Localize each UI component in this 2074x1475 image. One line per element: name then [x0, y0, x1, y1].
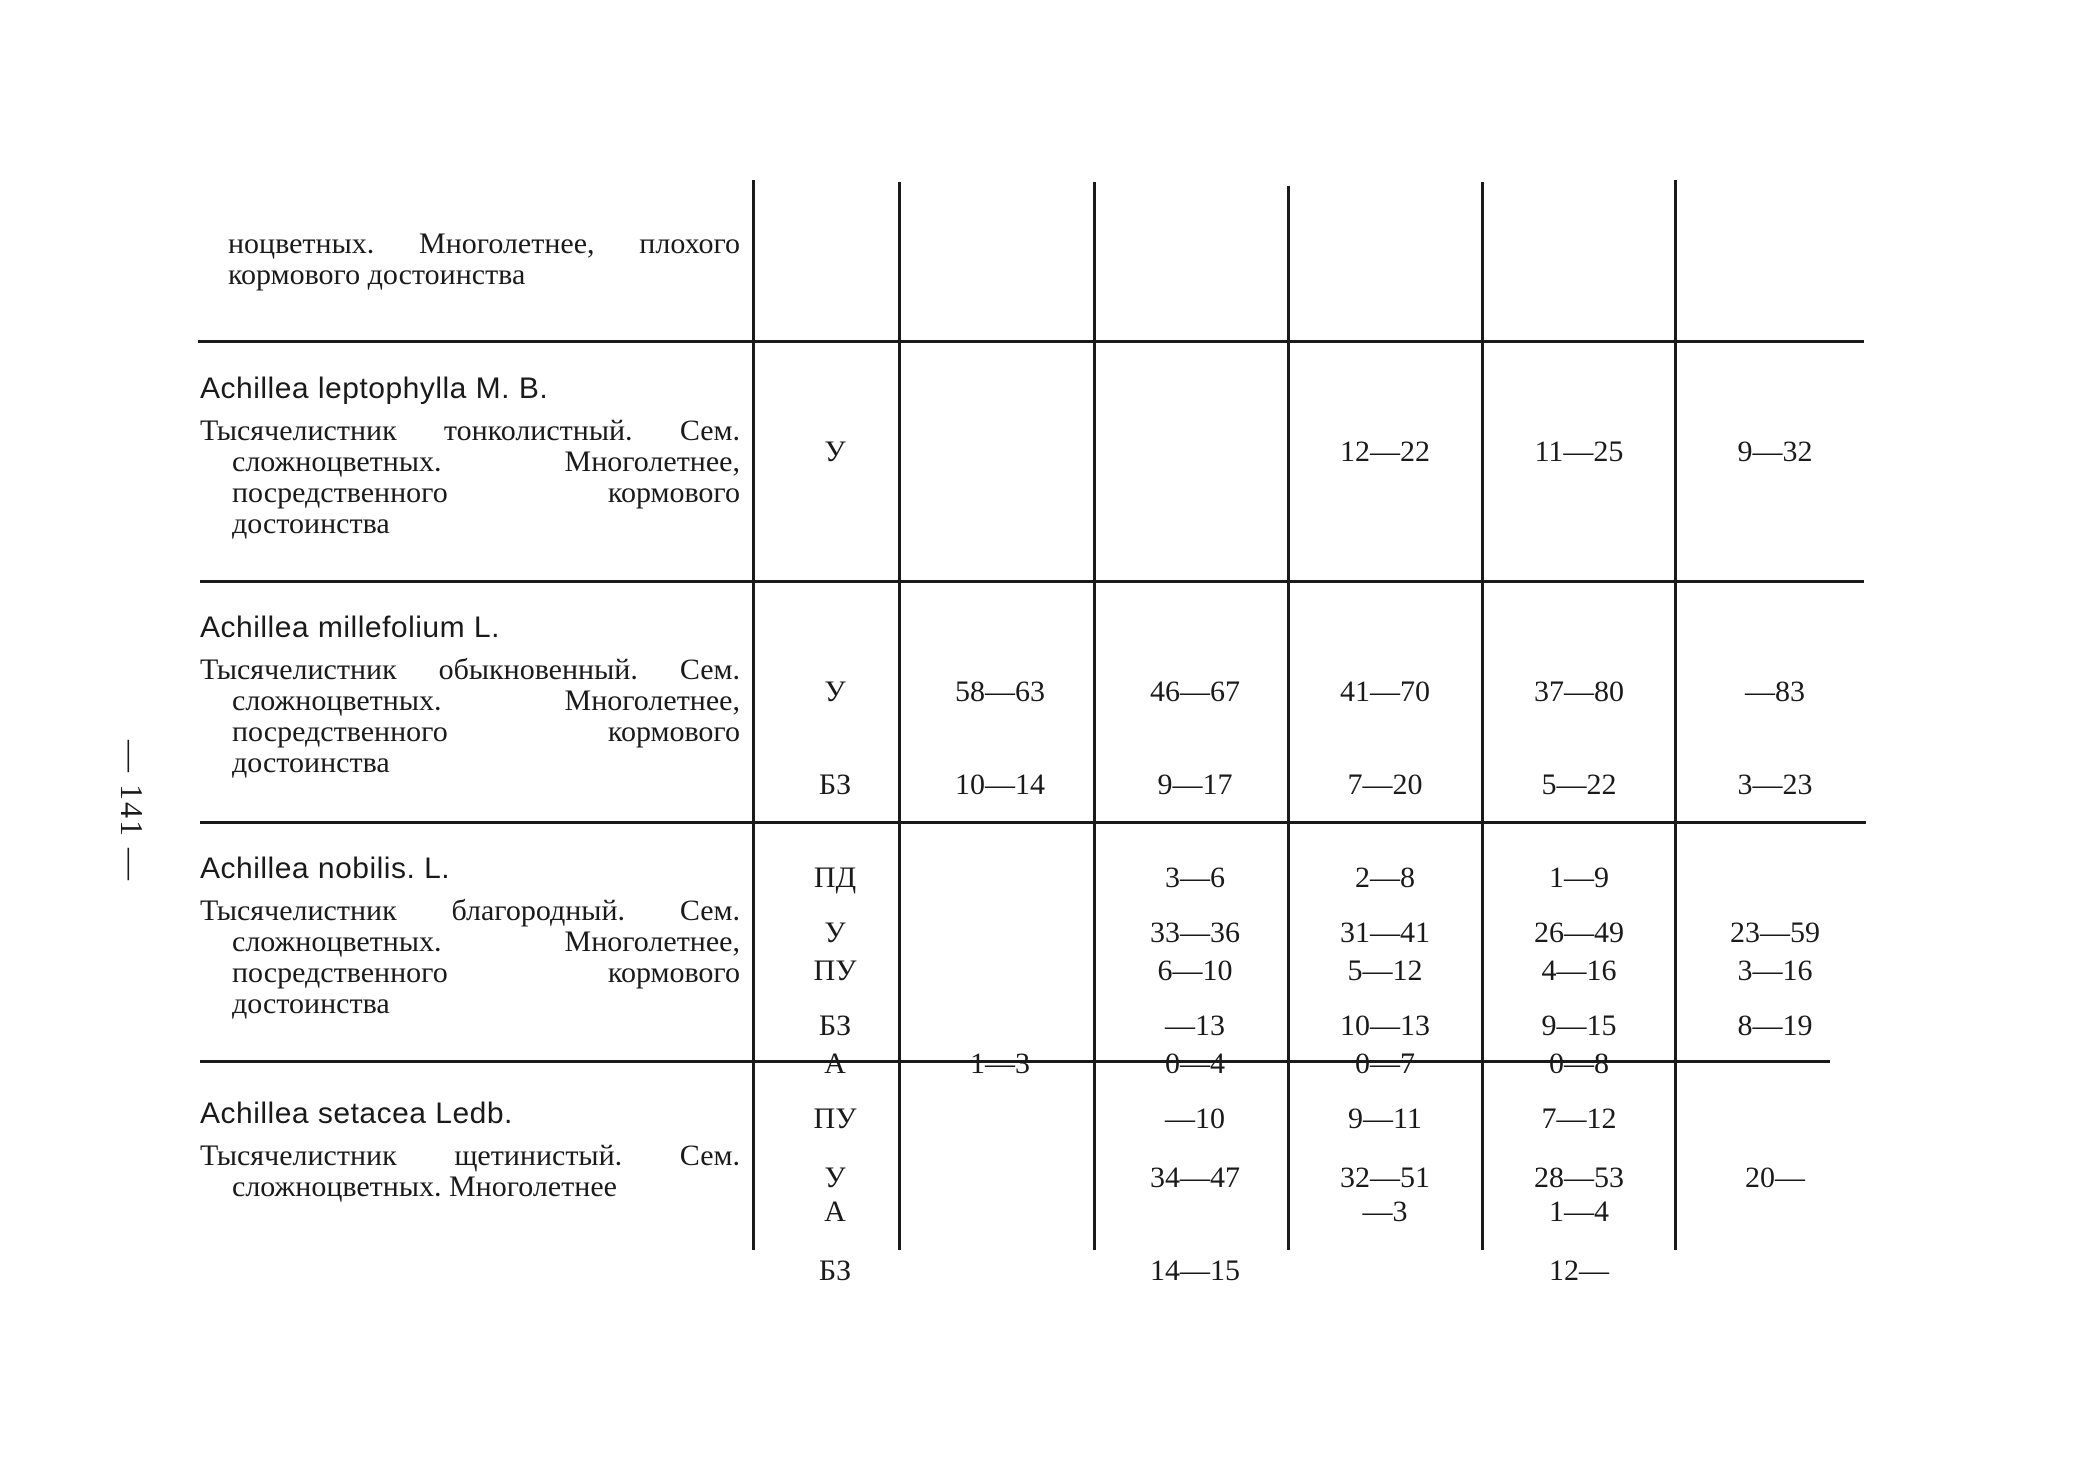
value: 1—3	[970, 1047, 1030, 1080]
species-description: Тысячелистник благородный. Сем. сложноцветных. Многолетнее, посредственного кормового достоинства	[200, 894, 740, 1020]
column-divider	[1287, 186, 1290, 1250]
value-cell	[1494, 1100, 1664, 1348]
soil-code: У	[824, 675, 846, 708]
value: 12—	[1549, 1254, 1609, 1287]
value: 2—8	[1355, 861, 1415, 894]
species-description: ноцветных. Многолетнее, плохого кормового достоинства	[228, 227, 740, 291]
column-divider	[752, 180, 755, 1250]
value: 9—17	[1157, 768, 1233, 801]
table-row	[200, 608, 740, 778]
species-description: Тысячелистник щетинистый. Сем. сложноцветных. Многолетнее	[200, 1139, 740, 1203]
column-divider	[1674, 180, 1677, 1250]
table-row	[200, 228, 740, 290]
soil-code: У	[824, 435, 846, 468]
species-latin-name: Achillea leptophylla M. B.	[200, 372, 549, 405]
value-cell	[1110, 1100, 1280, 1348]
value	[920, 862, 1080, 893]
value: —10	[1165, 1102, 1225, 1135]
value: 32—51	[1340, 1161, 1430, 1194]
row-divider	[200, 580, 1864, 583]
soil-code: А	[824, 1047, 846, 1080]
value: 5—22	[1541, 768, 1617, 801]
soil-code: А	[824, 1195, 846, 1228]
table-row	[200, 369, 740, 539]
value: —13	[1165, 1009, 1225, 1042]
soil-code: У	[824, 1161, 846, 1194]
value: 41—70	[1340, 675, 1430, 708]
species-description: Тысячелистник обыкновенный. Сем. сложноцветных. Многолетнее, посредственного кормового достоинства	[200, 653, 740, 779]
value	[920, 955, 1080, 986]
value: 9—32	[1737, 435, 1813, 468]
value: 1—4	[1549, 1195, 1609, 1228]
value: 8—19	[1737, 1009, 1813, 1042]
value: 4—16	[1541, 954, 1617, 987]
value: 34—47	[1150, 1161, 1240, 1194]
value: 7—20	[1347, 768, 1423, 801]
value: 0—7	[1355, 1047, 1415, 1080]
value: 3—6	[1165, 861, 1225, 894]
value: 1—9	[1549, 861, 1609, 894]
value: 9—15	[1541, 1009, 1617, 1042]
column-divider	[1093, 182, 1096, 1250]
soil-code: БЗ	[818, 1009, 852, 1042]
species-latin-name: Achillea setacea Ledb.	[200, 1097, 513, 1130]
column-divider	[1481, 182, 1484, 1250]
soil-code: БЗ	[818, 768, 852, 801]
code-cell	[790, 1100, 880, 1348]
value: —83	[1745, 675, 1805, 708]
value: 7—12	[1541, 1102, 1617, 1135]
code-cell	[790, 374, 880, 529]
column-divider	[898, 182, 901, 1250]
soil-code: У	[824, 916, 846, 949]
value-cell	[1690, 855, 1860, 1103]
soil-code: ПУ	[813, 1102, 857, 1135]
value: 46—67	[1150, 675, 1240, 708]
value: 58—63	[955, 675, 1045, 708]
table-row	[200, 1094, 740, 1202]
value: 31—41	[1340, 916, 1430, 949]
value: 3—16	[1737, 954, 1813, 987]
value: 23—59	[1730, 916, 1820, 949]
value: 14—15	[1150, 1254, 1240, 1287]
value: 5—12	[1347, 954, 1423, 987]
value-cell	[1690, 1100, 1860, 1255]
value: 11—25	[1534, 435, 1624, 468]
value: 37—80	[1534, 675, 1624, 708]
value-cell	[1300, 1100, 1470, 1255]
value: 26—49	[1534, 916, 1624, 949]
soil-code: БЗ	[818, 1254, 852, 1287]
value-cell	[1690, 374, 1860, 529]
soil-code: ПД	[813, 861, 857, 894]
value: 28—53	[1534, 1161, 1624, 1194]
value: 20—	[1745, 1161, 1805, 1194]
page-number: — 141 —	[114, 740, 150, 882]
value: 33—36	[1150, 916, 1240, 949]
species-latin-name: Achillea nobilis. L.	[200, 852, 451, 885]
soil-code: ПУ	[813, 954, 857, 987]
value-cell	[1494, 374, 1664, 529]
value: 9—11	[1348, 1102, 1422, 1135]
table-row	[200, 849, 740, 1019]
value: —3	[1362, 1195, 1408, 1228]
value: 10—13	[1340, 1009, 1430, 1042]
value: 0—8	[1549, 1047, 1609, 1080]
species-latin-name: Achillea millefolium L.	[200, 611, 500, 644]
value: 6—10	[1157, 954, 1233, 987]
value-cell	[1300, 374, 1470, 529]
value-cell	[920, 614, 1080, 1141]
value: 0—4	[1165, 1047, 1225, 1080]
value: 3—23	[1737, 768, 1813, 801]
value: 12—22	[1340, 435, 1430, 468]
species-description: Тысячелистник тонколистный. Сем. сложноцветных. Многолетнее, посредственного кормового достоинства	[200, 414, 740, 540]
value: 10—14	[955, 768, 1045, 801]
row-divider	[198, 340, 1864, 343]
